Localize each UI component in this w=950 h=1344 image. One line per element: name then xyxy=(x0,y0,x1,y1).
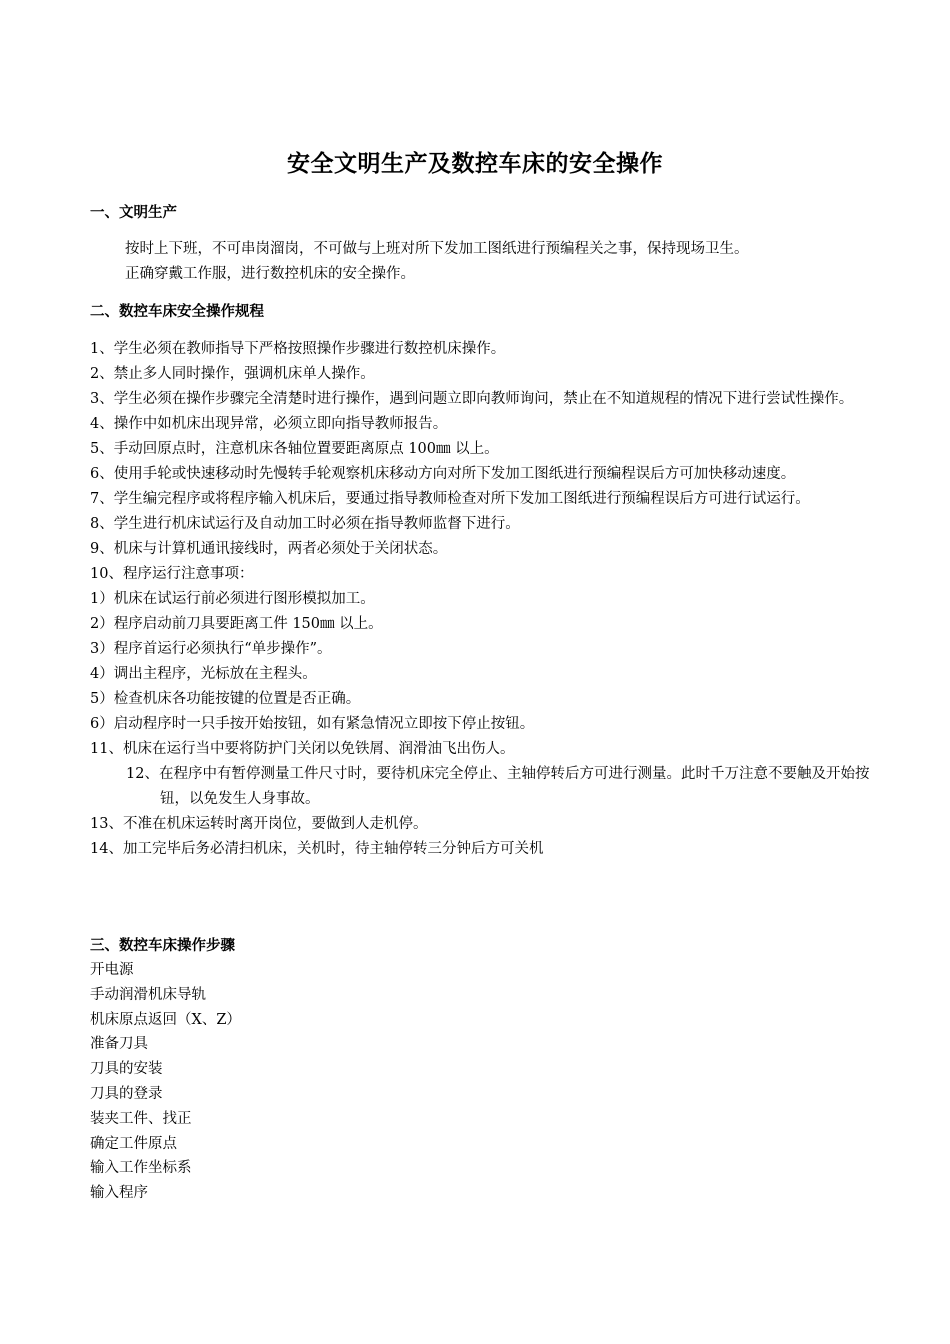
page-title: 安全文明生产及数控车床的安全操作 xyxy=(287,151,663,177)
list-item: 1、学生必须在教师指导下严格按照操作步骤进行数控机床操作。 xyxy=(90,341,506,357)
list-item: 5、手动回原点时，注意机床各轴位置要距离原点 100㎜ 以上。 xyxy=(90,441,499,457)
section-heading-safety-rules: 二、数控车床安全操作规程 xyxy=(90,304,264,320)
list-item: 5）检查机床各功能按键的位置是否正确。 xyxy=(90,691,361,707)
list-item: 6、使用手轮或快速移动时先慢转手轮观察机床移动方向对所下发加工图纸进行预编程误后方可加快移动速度。 xyxy=(90,466,796,482)
list-item: 8、学生进行机床试运行及自动加工时必须在指导教师监督下进行。 xyxy=(90,516,520,532)
step-item: 机床原点返回（X、Z） xyxy=(90,1011,241,1028)
list-item: 4）调出主程序，光标放在主程头。 xyxy=(90,666,317,682)
list-item: 1）机床在试运行前必须进行图形模拟加工。 xyxy=(90,591,375,607)
safety-rules-list xyxy=(90,337,870,862)
list-item: 3、学生必须在操作步骤完全清楚时进行操作，遇到问题立即向教师询问，禁止在不知道规程的情况下进行尝试性操作。 xyxy=(90,391,854,407)
section-heading-operation-steps: 三、数控车床操作步骤 xyxy=(90,938,235,954)
list-item: 13、不准在机床运转时离开岗位，要做到人走机停。 xyxy=(90,816,428,832)
step-item: 手动润滑机床导轨 xyxy=(90,986,206,1003)
section-heading-civilized-production: 一、文明生产 xyxy=(90,205,177,221)
step-item: 刀具的登录 xyxy=(90,1085,163,1102)
step-item: 准备刀具 xyxy=(90,1036,148,1053)
list-item: 2、禁止多人同时操作，强调机床单人操作。 xyxy=(90,366,375,382)
list-item: 7、学生编完程序或将程序输入机床后，要通过指导教师检查对所下发加工图纸进行预编程误后方可进行试运行。 xyxy=(90,491,810,507)
step-item: 输入工作坐标系 xyxy=(90,1160,192,1177)
step-item: 刀具的安装 xyxy=(90,1061,163,1078)
list-item: 11、机床在运行当中要将防护门关闭以免铁屑、润滑油飞出伤人。 xyxy=(90,741,515,757)
paragraph: 按时上下班，不可串岗溜岗，不可做与上班对所下发加工图纸进行预编程关之事，保持现场卫生。 xyxy=(125,241,749,257)
step-item: 开电源 xyxy=(90,962,134,978)
operation-steps-list xyxy=(90,958,690,1206)
step-item: 确定工件原点 xyxy=(90,1135,177,1152)
paragraph: 正确穿戴工作服，进行数控机床的安全操作。 xyxy=(125,266,415,282)
list-item: 6）启动程序时一只手按开始按钮，如有紧急情况立即按下停止按钮。 xyxy=(90,716,535,732)
list-item: 2）程序启动前刀具要距离工件 150㎜ 以上。 xyxy=(90,616,383,632)
list-item: 3）程序首运行必须执行“单步操作”。 xyxy=(90,641,332,657)
step-item: 输入程序 xyxy=(90,1185,148,1202)
list-item: 14、加工完毕后务必清扫机床，关机时，待主轴停转三分钟后方可关机 xyxy=(90,841,544,857)
list-item: 9、机床与计算机通讯接线时，两者必须处于关闭状态。 xyxy=(90,541,448,557)
list-item: 10、程序运行注意事项： xyxy=(90,566,254,582)
list-item: 12、在程序中有暂停测量工件尺寸时，要待机床完全停止、主轴停转后方可进行测量。此时千万注意不要触及开始按钮，以免发生人身事故。 xyxy=(126,766,870,807)
list-item: 4、操作中如机床出现异常，必须立即向指导教师报告。 xyxy=(90,416,448,432)
step-item: 装夹工件、找正 xyxy=(90,1110,192,1127)
